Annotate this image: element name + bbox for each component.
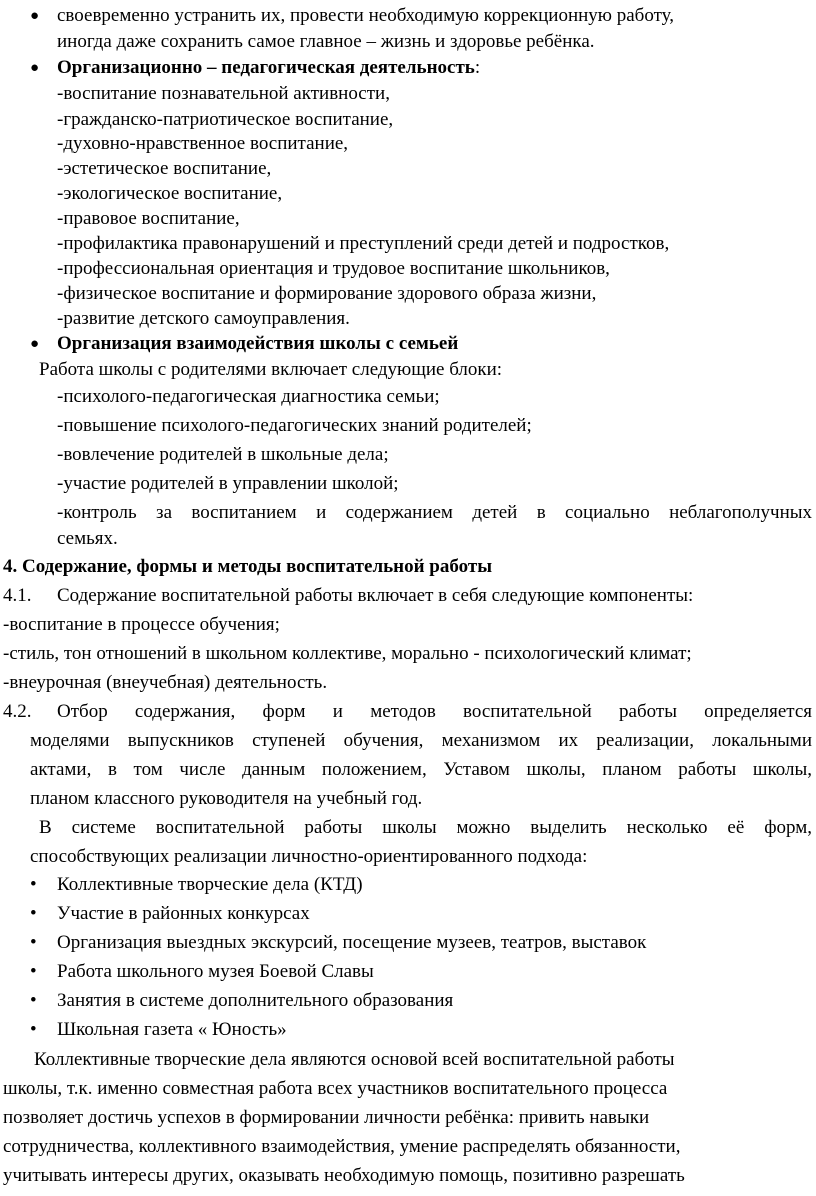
bullet-icon: ●: [30, 8, 40, 24]
activity-item: -экологическое воспитание,: [57, 183, 283, 204]
paragraph-line: способствующих реализации личностно-ориентированного подхода:: [30, 846, 588, 867]
form-item: Коллективные творческие дела (КТД): [57, 874, 363, 895]
form-item: Работа школьного музея Боевой Славы: [57, 961, 374, 982]
paragraph-line: позволяет достичь успехов в формировании личности ребёнка: привить навыки: [3, 1107, 650, 1128]
activity-item: -профилактика правонарушений и преступлений среди детей и подростков,: [57, 233, 670, 254]
component-item: -внеурочная (внеучебная) деятельность.: [3, 672, 328, 693]
paragraph-line: актами, в том числе данным положением, Уставом школы, планом работы школы,: [30, 759, 812, 780]
family-block-item: -вовлечение родителей в школьные дела;: [57, 444, 389, 465]
bullet-icon: •: [30, 961, 37, 982]
section-heading: 4. Содержание, формы и методы воспитательной работы: [3, 556, 493, 577]
paragraph-line: Отбор содержания, форм и методов воспитательной работы определяется: [57, 701, 812, 722]
bullet-icon: •: [30, 932, 37, 953]
bullet-icon: •: [30, 903, 37, 924]
family-block-item: -контроль за воспитанием и содержанием детей в социально неблагополучных: [57, 502, 812, 523]
family-block-item: -участие родителей в управлении школой;: [57, 473, 399, 494]
list-item-title: Организация взаимодействия школы с семьей: [57, 333, 459, 354]
bullet-icon: •: [30, 1019, 37, 1040]
paragraph-line: Работа школы с родителями включает следующие блоки:: [39, 359, 503, 380]
paragraph-line: сотрудничества, коллективного взаимодействия, умение распределять обязанности,: [3, 1136, 681, 1157]
paragraph-line: учитывать интересы других, оказывать необходимую помощь, позитивно разрешать: [3, 1165, 685, 1186]
bullet-icon: ●: [30, 60, 40, 76]
family-block-item: -психолого-педагогическая диагностика семьи;: [57, 386, 440, 407]
bullet-icon: •: [30, 990, 37, 1011]
activity-item: -воспитание познавательной активности,: [57, 83, 390, 104]
paragraph-line: В системе воспитательной работы школы можно выделить несколько её форм,: [39, 817, 812, 838]
family-block-item: семьях.: [57, 528, 118, 549]
paragraph-line: моделями выпускников ступеней обучения, механизмом их реализации, локальными: [30, 730, 812, 751]
activity-item: -физическое воспитание и формирование здорового образа жизни,: [57, 283, 597, 304]
paragraph-line: Коллективные творческие дела являются основой всей воспитательной работы: [34, 1049, 675, 1070]
list-item-line: иногда даже сохранить самое главное – жизнь и здоровье ребёнка.: [57, 31, 595, 52]
activity-item: -профессиональная ориентация и трудовое воспитание школьников,: [57, 258, 610, 279]
activity-item: -гражданско-патриотическое воспитание,: [57, 109, 394, 130]
list-item-title: Организационно – педагогическая деятельность:: [57, 57, 481, 78]
paragraph-number: 4.1.: [3, 585, 32, 606]
form-item: Занятия в системе дополнительного образования: [57, 990, 454, 1011]
paragraph-line: школы, т.к. именно совместная работа всех участников воспитательного процесса: [3, 1078, 668, 1099]
paragraph-number: 4.2.: [3, 701, 32, 722]
bullet-icon: ●: [30, 336, 40, 352]
paragraph-line: Содержание воспитательной работы включает в себя следующие компоненты:: [57, 585, 694, 606]
form-item: Участие в районных конкурсах: [57, 903, 310, 924]
component-item: -воспитание в процессе обучения;: [3, 614, 280, 635]
activity-item: -духовно-нравственное воспитание,: [57, 133, 349, 154]
activity-item: -развитие детского самоуправления.: [57, 308, 350, 329]
activity-item: -правовое воспитание,: [57, 208, 240, 229]
paragraph-line: планом классного руководителя на учебный год.: [30, 788, 423, 809]
activity-item: -эстетическое воспитание,: [57, 158, 272, 179]
component-item: -стиль, тон отношений в школьном коллективе, морально - психологический климат;: [3, 643, 692, 664]
form-item: Школьная газета « Юность»: [57, 1019, 287, 1040]
bullet-icon: •: [30, 874, 37, 895]
form-item: Организация выездных экскурсий, посещение музеев, театров, выставок: [57, 932, 647, 953]
list-item-line: своевременно устранить их, провести необходимую коррекционную работу,: [57, 5, 674, 26]
family-block-item: -повышение психолого-педагогических знаний родителей;: [57, 415, 532, 436]
